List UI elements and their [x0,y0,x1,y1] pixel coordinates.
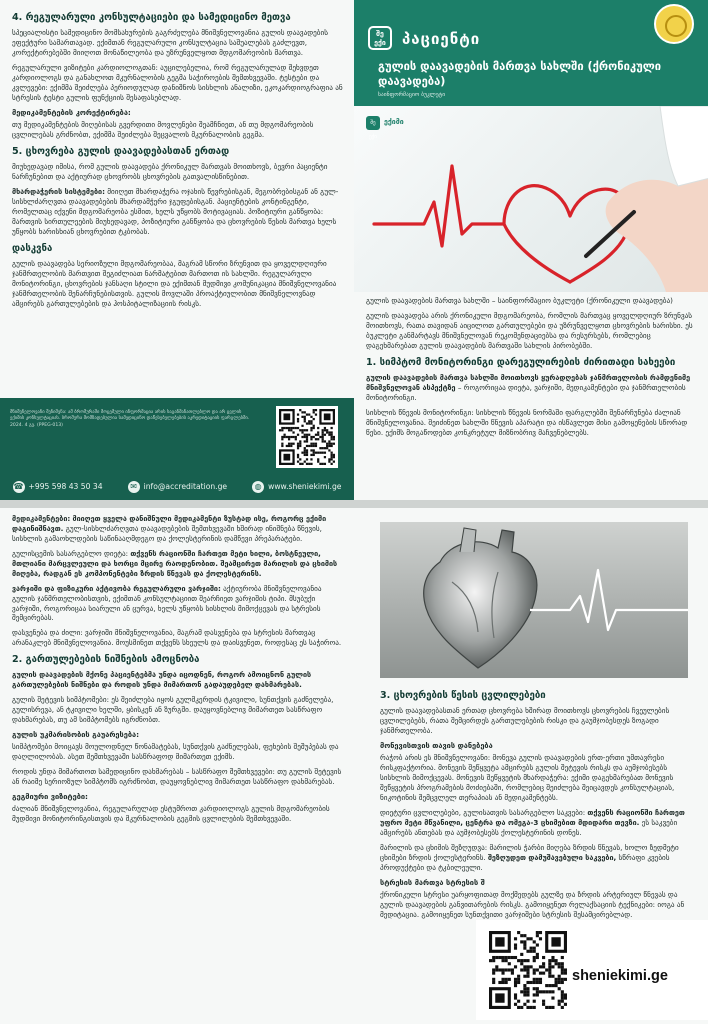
contact-bar [0,474,354,500]
qr-code-graphic [489,931,567,1009]
medication-label: მედიკამენტები: [12,514,71,523]
contact-footer [0,398,354,500]
medication-text: გულ-სისხლძარღვთა დაავადებების შემთხვევაში ხშირად ინიშნება წნევის, სისხლის გამაოხლდების საწინააღმდეგო და ქოლესტერინის დამწევი პრეპარატები. [12,523,322,543]
section-3-paragraph: ქრონიკული სტრესი უარყოფითად მოქმედებს გულზე და ზრდის არტერიულ წნევას და გულის დაავადების განვითარების რისკს. გამოიყენეთ რელაქსაციის ტექნიკები: იოგა ან მედიტაცია. გამოიყენეთ სუნთქვითი ვარჯიშები სტრესის შესამცირებლად. [380,889,685,919]
section-3-paragraph: გულის დაავადებასთან ერთად ცხოვრება ხშირად მოითხოვს ცხოვრების ჩვეულების ცვლილებებს, რათა შემცირდეს გართულებების რისკი და გაუმჯობესდეს ზოგადი ჯანმრთელობა. [380,706,670,736]
left-column-text [12,6,344,314]
medication-bold: მიიღეთ ყველა დანიშნული მედიკამენტი ზუსტად ისე, როგორც ექიმი დაგინიშნავთ. [12,514,327,533]
salt-text: სწრაფი კვების პროდუქტები და ტკბილეული. [380,852,670,872]
qr-website-card[interactable] [476,920,708,1020]
salt-text: მარილის და ცხიმის შეზღუდვა: მარილის ჭარბი მიღება ზრდის წნევას, ხოლო ზედმეტი ცხიმები ზრდის ქოლესტერინს. [380,842,679,862]
cover-caption: გულის დაავადების მართვა სახლში – საინფორმაციო ბუკლეტი (ქრონიკული დაავადება) [366,296,673,305]
section-1-lead-bold: გულის დაავადების მართვა სახლში მოითხოვს ყურადღებას ჯანმრთელობის რამდენიმე მნიშვნელოვან ასპექტზე [366,372,691,392]
support-label: მხარდაჭერის სისტემები: [12,187,105,196]
section-2-paragraph: გულის შეტევის სიმპტომები: ეს შეიძლება იყოს გულმკერდის ტკივილი, სუნთქვის გაძნელება, გულისრევა, ან ტკივილი ხელში, ყბისკენ ან ზურგში. დაუყოვნებლივ მიმართეთ სასწრაფო დახმარებას, თუ ამ სიმპტომებს იგრძნობთ. [12,695,334,725]
section-2-lead: გულის დაავადების მქონე პაციენტებმა უნდა იცოდნენ, როგორ ამოიცნონ გულის გართულებების ნიშნები და როდის უნდა მიმართონ გადაუდებელ დახმარებას. [12,670,312,690]
right-column-text [380,684,698,925]
section-2-paragraph: როდის უნდა მიმართოთ სამედიცინო დახმარებას – სასწრაფო შემთხვევები: თუ გულის შეტევის ან რაიმე სერიოზულ სიმპტომს იგრძნობთ, დაუყოვნებლივ მიმართეთ სასწრაფო დახმარებას. [12,767,342,787]
left-column-text [12,514,344,829]
conclusion-heading: დასკვნა [12,242,53,254]
globe-icon: ◍ [252,481,264,493]
section-3-subheading: სტრესის მართვა სტრესის შ [380,877,485,887]
email-address: info@accreditation.ge [143,482,228,491]
disclaimer-text: მნიშვნელოვანი შენიშვნა: ამ ბროშურაში მოცემული ინფორმაცია არის საგანმანათლებლო და არ ცვლის ექიმის კონსულტაციას. ბროშურა მომზადებულია სამედიცინო დაწესებულებების აკრედიტაციის ფარგლებში. 2024. 4 გვ. (PPEG-013) [10,410,250,428]
exercise-text: აქტიურობა მნიშვნელოვანია გულის ჯანმრთელობისთვის, ექიმთან კონსულტაციით შეარჩიეთ ვარჯიშის ტიპი. მსუბუქი ვარჯიში, როგორიცაა სიარული ან ცურვა, ხელს უწყობს სისხლის მიმოქცევას და სტრესის შემცირებას. [12,583,322,623]
section-2-paragraph: სიმპტომები მოიცავს მოულოდნელ წონამატებას, სუნთქვის გაძნელებას, ფეხების შეშუპებას და დაღლილობას. ასეთ შემთხვევაში სასწრაფოდ მიმართეთ ექიმს. [12,742,339,762]
section-2-subheading: გულის უკმარისობის გაუარესება: [12,730,140,740]
medication-paragraph [12,514,344,544]
anatomical-heart-photo [380,522,688,678]
email-icon: ✉ [128,481,140,493]
heart-ecg-illustration [380,522,688,678]
diet-label: გულისცემის სასარგებლო დიეტა: [12,548,129,558]
small-logo-icon: შე ექი [366,116,380,130]
website-label: sheniekimi.ge [572,968,668,984]
diet-paragraph [12,549,344,579]
section-4-paragraph: რეგულარული ვიზიტები კარდიოლოგთან: აუცილებელია, რომ რეგულარულად შეხვდეთ კარდიოლოგს და განახლოთ მკურნალობის გეგმა საჭიროების შემთხვევაში. ტესტები და კვლევები: ექიმმა შეიძლება პერიოდულად დანიშნოს სისხლის ანალიზი, ეკოკარდიოგრაფია ან სტრესის ტესტი გულის ფუნქციის შესაფასებლად. [12,63,343,102]
section-1-lead-text: – როგორიცაა დიეტა, ვარჯიში, მედიკამენტები და ჯანმრთელობის მონიტორინგი. [366,382,686,402]
section-2-paragraph: ძალიან მნიშვნელოვანია, რეგულარულად ესტუმროთ კარდიოლოგს გულის მდგომარეობის მუდმივი მონიტორინგისთვის და მკურნალობის გეგმის ცვლილების შემთხვევაში. [12,804,330,824]
section-3-subheading: მონევისთვის თავის დანებება [380,741,493,751]
section-1-paragraph: სისხლის წნევის მონიტორინგი: სისხლის წნევის ნორმაში ფარგლებში შენარჩუნება ძალიან მნიშვნელოვანია. შეიძინეთ სახლში წნევის აპარატი და ისწავლეთ მისი გამოყენების სწორად წესი. ექიმს მოგაწოდებთ კონკრეტულ მიზნობრივ მაჩვენებლებს. [366,407,688,437]
cover-header [354,0,708,106]
website-contact[interactable] [252,481,341,493]
section-4-subheading: მედიკამენტების კორექტირება: [12,107,131,117]
section-4-paragraph: სპეციალისტი სამედიცინო მომსახურების გაგრძელება მნიშვნელოვანია გულის დაავადების ეფექტური სამართავად. ექიმთან რეგულარული კონსულტაცია საშუალებას გაძლევთ, კორექტირებებში მიიღოთ მონაწილეობა და უზრუნველყოთ მდგომარეობის მართვა. [12,28,328,58]
cover-photo-ecg-heart [354,106,708,292]
right-column-text [366,296,698,443]
email-contact[interactable] [128,481,227,493]
diet-bold: თქვენს რაციონში ჩართეთ მეტი ხილი, ბოსტნეული, მთლიანი მარცვლეული და ხორცი მცირე რაოდენობით. შეამცირეთ მარილის და ცხიმის მიღება, რადგან ეს კომპონენტები ზრდის წნევას და ქოლესტერინს. [12,548,338,578]
rest-paragraph: დასვენება და ძილი: ვარჯიში მნიშვნელოვანია, მაგრამ დასვენება და სტრესის მართვაც არანაკლებ მნიშვნელოვანია. მოუსმინეთ თქვენს სხეულს და დაისვენეთ, როდესაც ეს საჭიროა. [12,628,342,648]
section-4-paragraph: თუ მედიკამენტების მიღებისას გვერდითი მოვლენები შეამჩნიეთ, ან თუ მდგომარეობის ცვლილებას გრძნობთ, ექიმმა შეიძლება შეცვალოს მკურნალობის გეგმა. [12,120,314,139]
conclusion-paragraph: გულის დაავადება სერიოზული მდგომარეობაა, მაგრამ სწორი ზრუნვით და ყოველდღიური ჯანმრთელობის მართვით შეგიძლიათ ნარმატებით მართოთ ის სახლში. რეგულარული მონიტორინგი, ცხოვრების ჯანსაღი სტილი და ექიმთან მუდმივი კომუნიკაცია მნიშვნელოვანია ჯანმრთელობის შენარჩუნებისთვის. გულის მოვლაში პროაქტიულობით მნიშვნელოვნად ამცირებს გართულებების და ჰოსპიტალიზაციის რისკს. [12,258,337,308]
tagline: საინფორმაციო ბუკლეტი [378,92,446,98]
diet-change-text: ეს საკვები ამცირებს ანთებას და აუმჯობესებს ქოლესტერინის დონეს. [380,817,678,837]
diet-change-bold: თქვენს რაციონში ჩართეთ უფრო მეტი მწვანილი, ცენტრა და ომეგა-3 ცხიმებით მდიდარი თევზი. [380,807,685,827]
section-1-heading: 1. სიმპტომ მონიტორინგი დარეგულირების ძირითადი სახეები [366,356,676,368]
brand-name: პაციენტი [402,30,481,48]
section-2-heading: 2. გართულებების ნიშნების ამოცნობა [12,654,200,666]
website-url: www.sheniekimi.ge [268,482,342,491]
support-text: მიიღეთ მხარდაჭერა ოჯახის წევრებისგან, მეგობრებისგან ან გულ-სისხლძარღვთა დაავადებების მხარდამჭერი ჯგუფებისგან. პაციენტების კონტინგენტი, რომელთაც იქვენი მდგომარეობა ესმით, ხელს უწყობს მოტივაციას. პოზიტიური განწყობა: მართვის სირთულეების მიუხედავად, პოზიტიური განწყობა და ცხოვრების წესის მართვა ხელს უწყობს ხარისხიან ცხოვრებით ტკბობას. [12,187,339,236]
brand-logo-icon: შე ექი [368,26,392,50]
qr-code[interactable] [486,928,570,1012]
salt-bold: შეზღუდეთ დამუშავებული საკვები, [487,852,617,862]
section-5-paragraph: მიუხედავად იმისა, რომ გულის დაავადება ქრონიკულ მართვას მოითხოვს, ბევრი პაციენტი ნარჩუნებით და აქტიურად ცხოვრობს ცხოვრების გათვალისწინებით. [12,162,328,182]
intro-paragraph: გულის დაავადება არის ქრონიკული მდგომარეობა, რომლის მართვაც ყოველდღიურ ზრუნვას მოითხოვს, რათა თავიდან აიცილოთ გართულებები და უზრუნველყოთ ცხოვრების ხარისხი. ეს ბუკლეტი განმარტავს მნიშვნელოვან რეკომენდაციებსა და რესურსებს, რომლებიც დაგეხმარებათ გულის დაავადების მართვაში სახლის პირობებში. [366,310,693,350]
exercise-paragraph [12,584,344,624]
phone-number: +995 598 43 50 34 [28,482,103,491]
phone-contact[interactable] [13,481,103,493]
qr-code[interactable] [276,406,338,468]
photo-brand: ექიმი [384,118,404,126]
diet-change-text: დიეტური ცვლილებები, გულისათვის სასარგებლო საკვები: [380,807,586,817]
page-title: გულის დაავადების მართვა სახლში (ქრონიკული დაავადება) [378,60,662,88]
section-3-paragraph [380,808,698,838]
section-3-paragraph [380,843,698,873]
brochure-inner-side [0,508,708,1024]
phone-icon: ☎ [13,482,24,491]
section-1-lead [366,373,698,403]
exercise-label: ვარჯიში და ფიზიკური აქტივობა რეგულარული ვარჯიში: [12,583,221,593]
section-5-paragraph [12,187,344,237]
doctor-hand-drawing [568,106,708,292]
qr-code-graphic [279,409,335,465]
brochure-outer-side [0,0,708,500]
section-4-heading: 4. რეგულარული კონსულტაციები და სამედიცინო მეთვა [12,12,291,23]
section-5-heading: 5. ცხოვრება გულის დაავადებასთან ერთად [12,145,230,157]
section-2-subheading: გეგმიური ვიზიტები: [12,792,88,802]
section-3-paragraph: რაჭობ არის ეს მნიშვნელოვანი: მონევა გულის დაავადების ერთ-ერთი უმთავრესი რისკფაქტორია. მონევის შეწყვეტა ამცირებს გულის შეტევის რისკს და აუმჯობესებს სისხლის მიმოქცევას. მონევის შეწყვეტის მხარდაჭერა: ექიმი დაგეხმარებათ მონევის შეწყვეტის პროგრამების მოძიებაში, რომლებიც შეიძლება შეიცავდეს კონსულტაციას, ნიკოტინის შემცვლელ თერაპიას ან მედიკამენტებს. [380,753,675,803]
section-3-heading: 3. ცხოვრების წესის ცვლილებები [380,690,546,701]
accreditation-seal-icon [654,4,694,44]
